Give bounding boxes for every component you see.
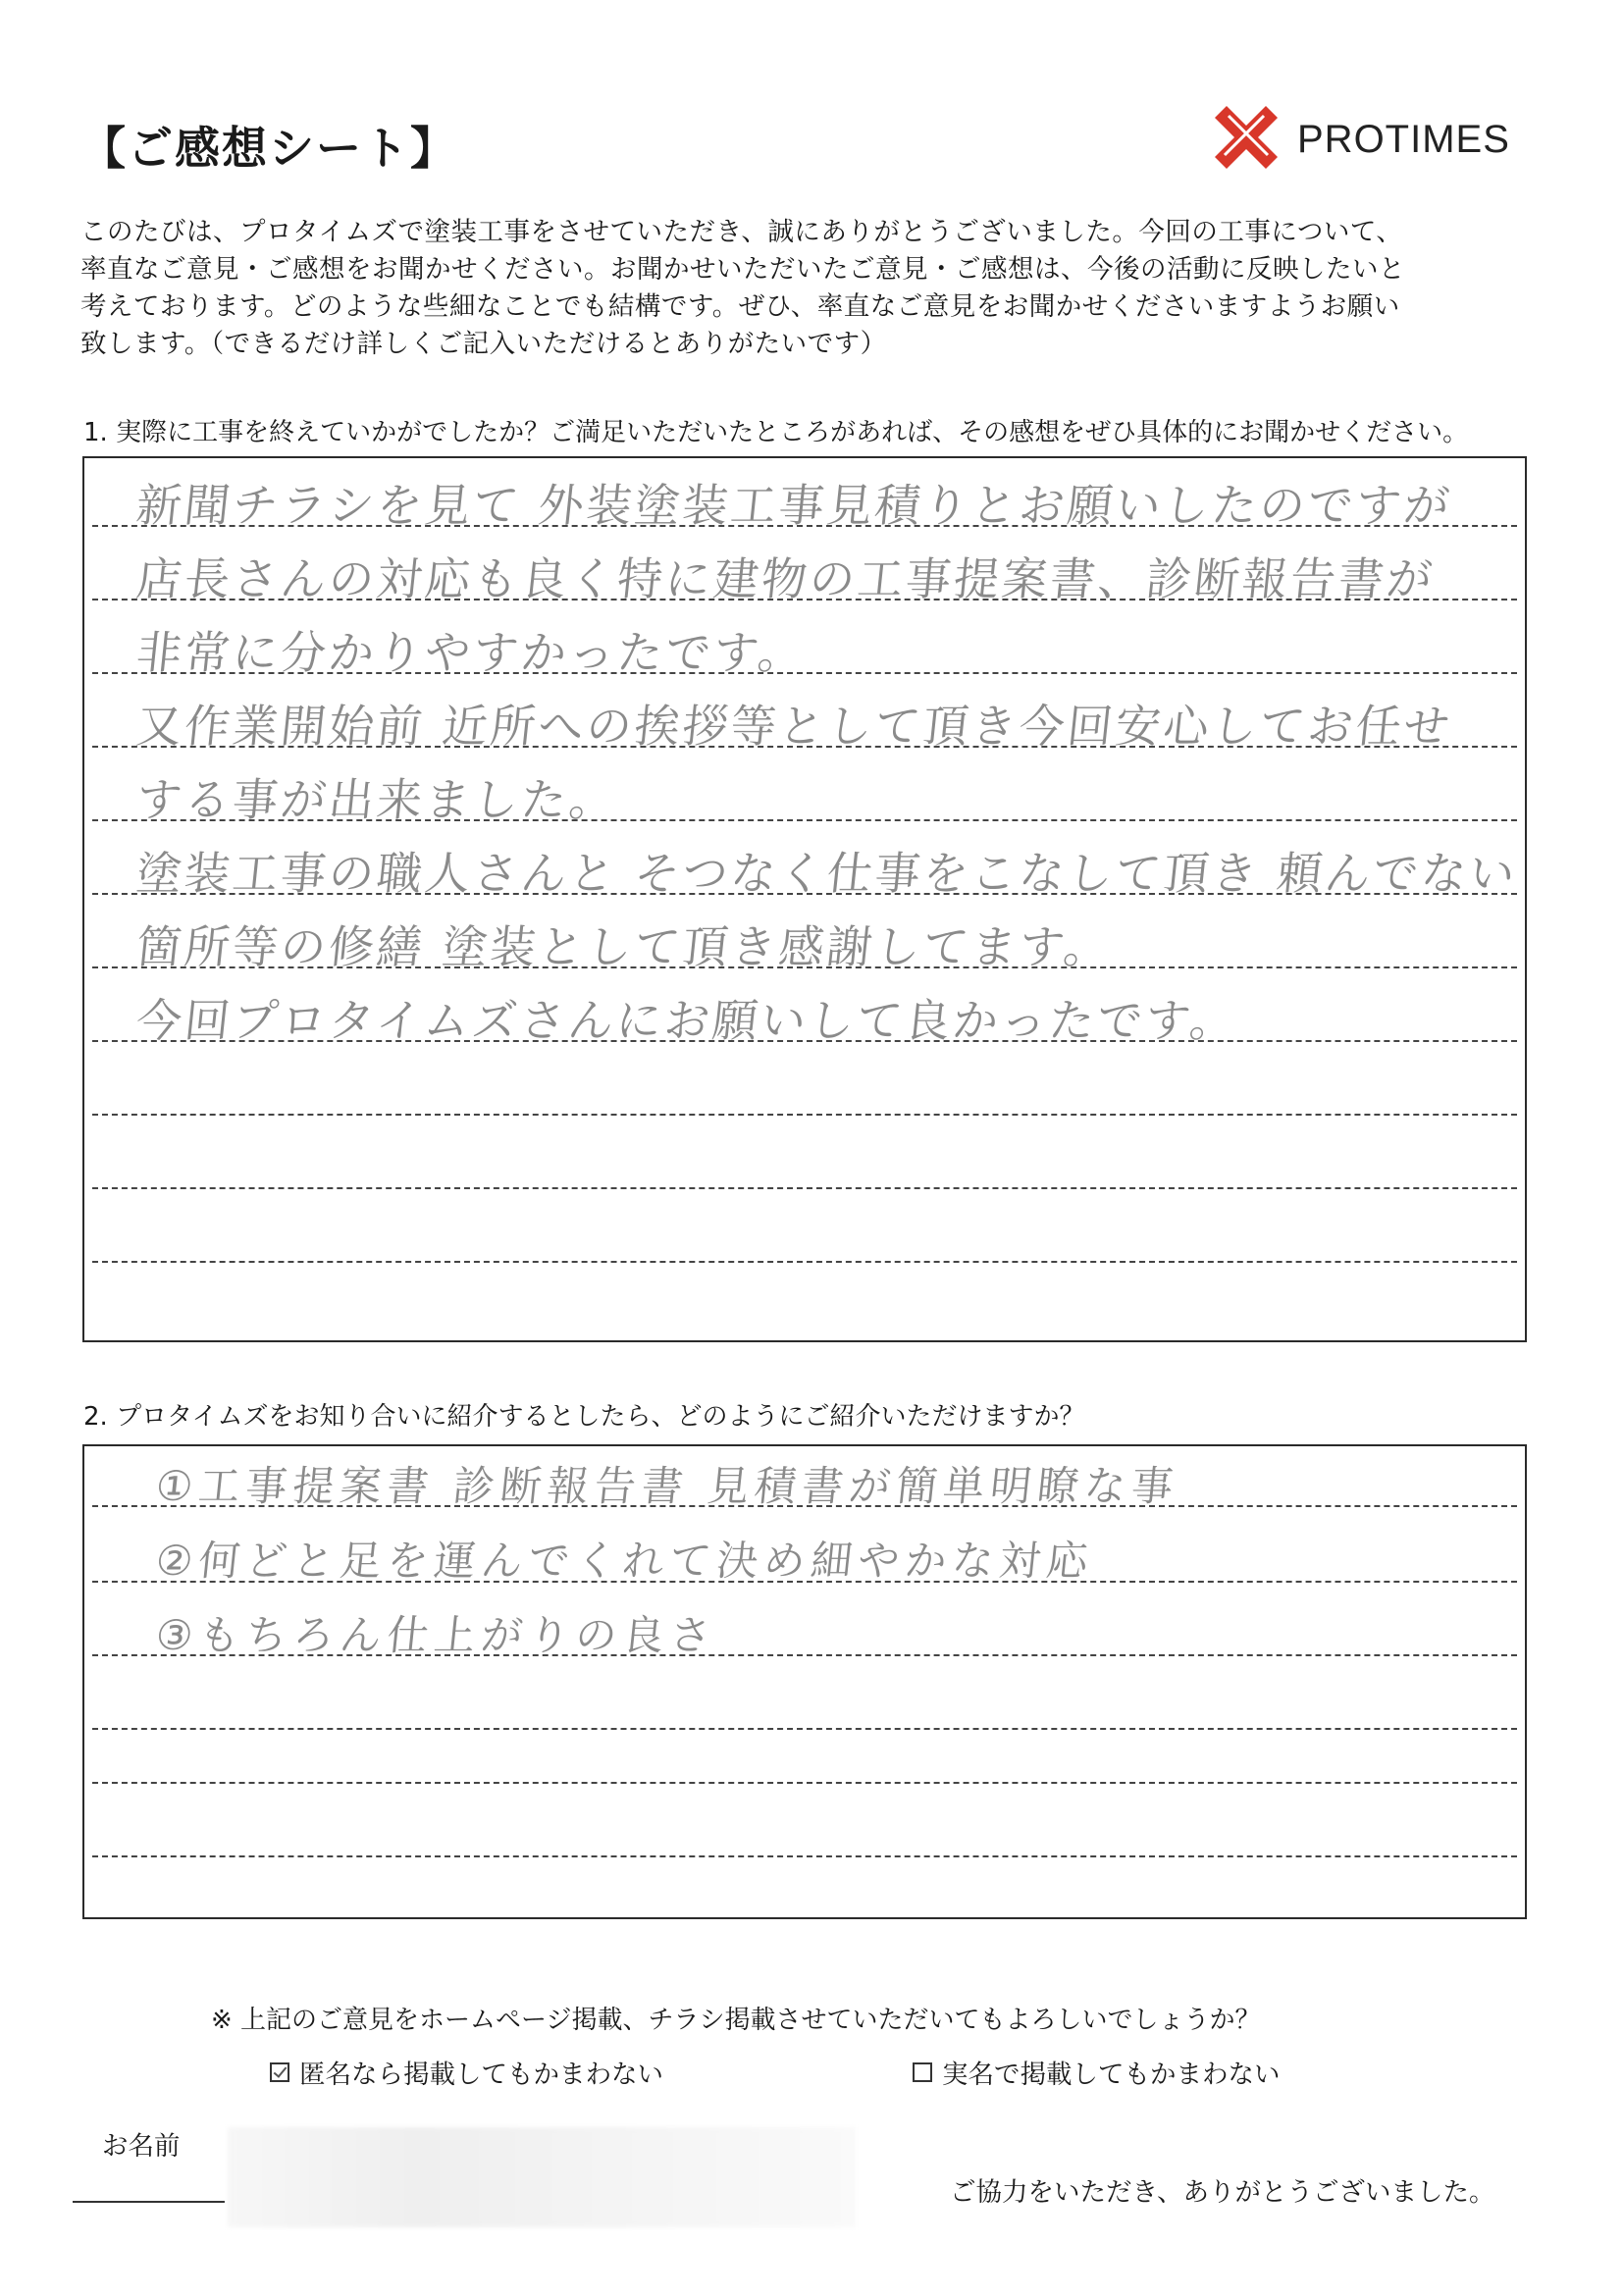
intro-line: 率直なご意見・ご感想をお聞かせください。お聞かせいただいたご意見・ご感想は、今後の活動に反映したいと	[80, 254, 1405, 285]
intro-text	[80, 214, 1552, 363]
option-anonymous-label: 匿名なら掲載してもかまわない	[299, 2060, 663, 2090]
ruled-line	[92, 1728, 1517, 1730]
protimes-x-mark-icon	[1207, 98, 1285, 177]
intro-line: 考えております。どのような些細なことでも結構です。ぜひ、率直なご意見をお聞かせくださいますようお願い	[80, 291, 1400, 322]
ruled-line	[92, 1261, 1517, 1263]
ruled-line	[92, 1782, 1517, 1784]
ruled-line	[92, 1114, 1517, 1116]
checkbox-realname[interactable]	[913, 2062, 932, 2082]
name-redacted-area	[228, 2127, 856, 2227]
ruled-line	[92, 1187, 1517, 1189]
brand-logo	[1207, 98, 1531, 177]
intro-line: このたびは、プロタイムズで塗装工事をさせていただき、誠にありがとうございました。今回の工事について、	[80, 217, 1403, 247]
checkbox-anonymous[interactable]	[270, 2062, 289, 2082]
name-label: お名前	[102, 2131, 181, 2162]
handwritten-line: 店長さんの対応も良く特に建物の工事提案書、診断報告書が	[133, 552, 1438, 605]
question-1: 1. 実際に工事を終えていかがでしたか？ご満足いただいたところがあれば、その感想をぜひ具体的にお聞かせください。	[83, 418, 1469, 447]
thanks-text: ご協力をいただき、ありがとうございました。	[950, 2177, 1495, 2208]
handwritten-line: ③もちろん仕上がりの良さ	[153, 1611, 720, 1659]
name-underline	[73, 2201, 225, 2203]
option-realname[interactable]	[913, 2053, 1281, 2091]
handwritten-line: 箇所等の修繕 塗装として頂き感謝してます。	[133, 920, 1115, 973]
ruled-line	[92, 1855, 1517, 1857]
logo-text: PROTIMES	[1297, 118, 1510, 161]
question-2: 2. プロタイムズをお知り合いに紹介するとしたら、どのようにご紹介いただけますか？	[83, 1402, 1085, 1432]
handwritten-line: 今回プロタイムズさんにお願いして良かったです。	[133, 994, 1241, 1047]
handwritten-line: 新聞チラシを見て 外装塗装工事見積りとお願いしたのですが	[133, 479, 1455, 532]
option-realname-label: 実名で掲載してもかまわない	[942, 2060, 1281, 2090]
page-title: 【ご感想シート】	[80, 122, 457, 175]
answer-box-1	[82, 456, 1527, 1342]
publish-note: ※ 上記のご意見をホームページ掲載、チラシ掲載させていただいてもよろしいでしょうか？	[211, 2006, 1261, 2035]
option-anonymous[interactable]	[270, 2053, 663, 2091]
handwritten-line: ②何どと足を運んでくれて決め細やかな対応	[153, 1537, 1097, 1585]
handwritten-line: 非常に分かりやすかったです。	[133, 626, 810, 679]
handwritten-line: する事が出来ました。	[133, 773, 620, 826]
intro-line: 致します。（できるだけ詳しくご記入いただけるとありがたいです）	[80, 329, 887, 359]
handwritten-line: 塗装工事の職人さんと そつなく仕事をこなして頂き 頼んでない	[133, 847, 1521, 900]
answer-box-2	[82, 1444, 1527, 1919]
handwritten-line: ①工事提案書 診断報告書 見積書が簡単明瞭な事	[153, 1462, 1181, 1510]
handwritten-line: 又作業開始前 近所への挨拶等として頂き今回安心してお任せ	[133, 700, 1455, 753]
